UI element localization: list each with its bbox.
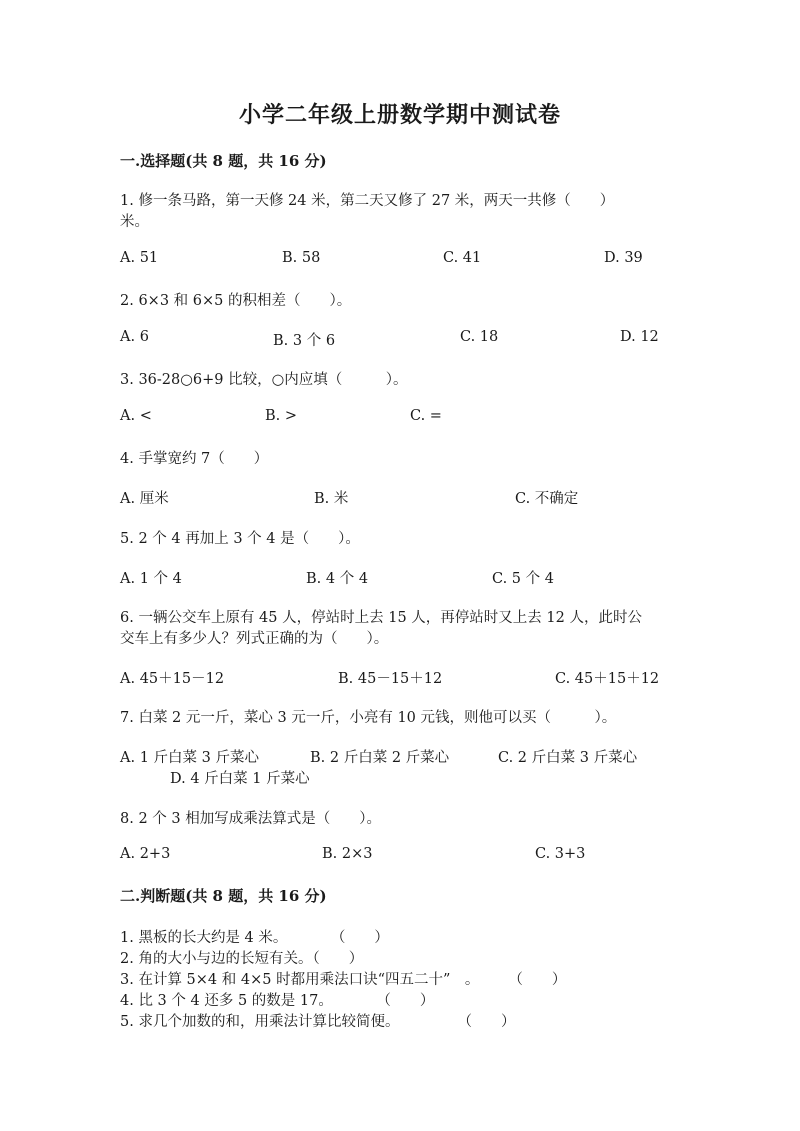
judgment-item-3: 3. 在计算 5×4 和 4×5 时都用乘法口诀“四五二十” 。 （ ）	[120, 972, 567, 988]
question-1-line-1: 1. 修一条马路，第一天修 24 米，第二天又修了 27 米，两天一共修（ ）	[120, 193, 615, 209]
question-6-option-b: B. 45－15＋12	[338, 671, 443, 687]
question-3-option-a: A. <	[120, 408, 152, 424]
question-3-option-b: B. >	[265, 408, 298, 424]
judgment-item-4: 4. 比 3 个 4 还多 5 的数是 17。 （ ）	[120, 993, 435, 1009]
question-5-option-b: B. 4 个 4	[306, 571, 369, 587]
question-7-option-c: C. 2 斤白菜 3 斤菜心	[498, 750, 638, 766]
question-5-option-c: C. 5 个 4	[492, 571, 554, 587]
question-8-option-b: B. 2×3	[322, 846, 373, 862]
question-1-option-a: A. 51	[120, 250, 159, 266]
judgment-item-5: 5. 求几个加数的和，用乘法计算比较简便。 （ ）	[120, 1014, 516, 1030]
section-heading-choice: 一.选择题(共 8 题，共 16 分)	[120, 152, 327, 170]
question-1-option-b: B. 58	[282, 250, 321, 266]
question-8-line-1: 8. 2 个 3 相加写成乘法算式是（ ）。	[120, 811, 381, 827]
question-7-option-a: A. 1 斤白菜 3 斤菜心	[120, 750, 259, 766]
question-7-option-b: B. 2 斤白菜 2 斤菜心	[310, 750, 450, 766]
question-7-option-d: D. 4 斤白菜 1 斤菜心	[170, 771, 310, 787]
question-2-option-c: C. 18	[460, 329, 499, 345]
question-8-option-a: A. 2+3	[120, 846, 171, 862]
question-1-option-c: C. 41	[443, 250, 482, 266]
question-6-option-a: A. 45＋15－12	[120, 671, 225, 687]
question-4-option-b: B. 米	[314, 491, 349, 507]
question-5-line-1: 5. 2 个 4 再加上 3 个 4 是（ ）。	[120, 531, 360, 547]
judgment-item-2: 2. 角的大小与边的长短有关。（ ）	[120, 951, 364, 967]
question-4-option-c: C. 不确定	[515, 491, 579, 507]
judgment-item-1: 1. 黑板的长大约是 4 米。 （ ）	[120, 930, 389, 946]
question-2-option-a: A. 6	[120, 329, 149, 345]
question-6-line-2: 交车上有多少人？列式正确的为（ ）。	[120, 631, 389, 647]
question-4-option-a: A. 厘米	[120, 491, 169, 507]
question-7-line-1: 7. 白菜 2 元一斤，菜心 3 元一斤，小亮有 10 元钱，则他可以买（ ）。	[120, 710, 617, 726]
question-2-option-d: D. 12	[620, 329, 659, 345]
question-5-option-a: A. 1 个 4	[120, 571, 182, 587]
question-3-option-c: C. =	[410, 408, 442, 424]
question-2-line-1: 2. 6×3 和 6×5 的积相差（ ）。	[120, 293, 352, 309]
section-heading-judgment: 二.判断题(共 8 题，共 16 分)	[120, 887, 327, 905]
question-8-option-c: C. 3+3	[535, 846, 586, 862]
question-3-line-1: 3. 36-28○6+9 比较，○内应填（ ）。	[120, 372, 408, 388]
question-4-line-1: 4. 手掌宽约 7（ ）	[120, 451, 269, 467]
page-title: 小学二年级上册数学期中测试卷	[238, 102, 561, 128]
question-6-option-c: C. 45＋15＋12	[555, 671, 660, 687]
question-2-option-b: B. 3 个 6	[273, 333, 336, 349]
question-1-line-2: 米。	[120, 214, 149, 230]
question-6-line-1: 6. 一辆公交车上原有 45 人，停站时上去 15 人，再停站时又上去 12 人，此时公	[120, 610, 642, 626]
question-1-option-d: D. 39	[604, 250, 643, 266]
